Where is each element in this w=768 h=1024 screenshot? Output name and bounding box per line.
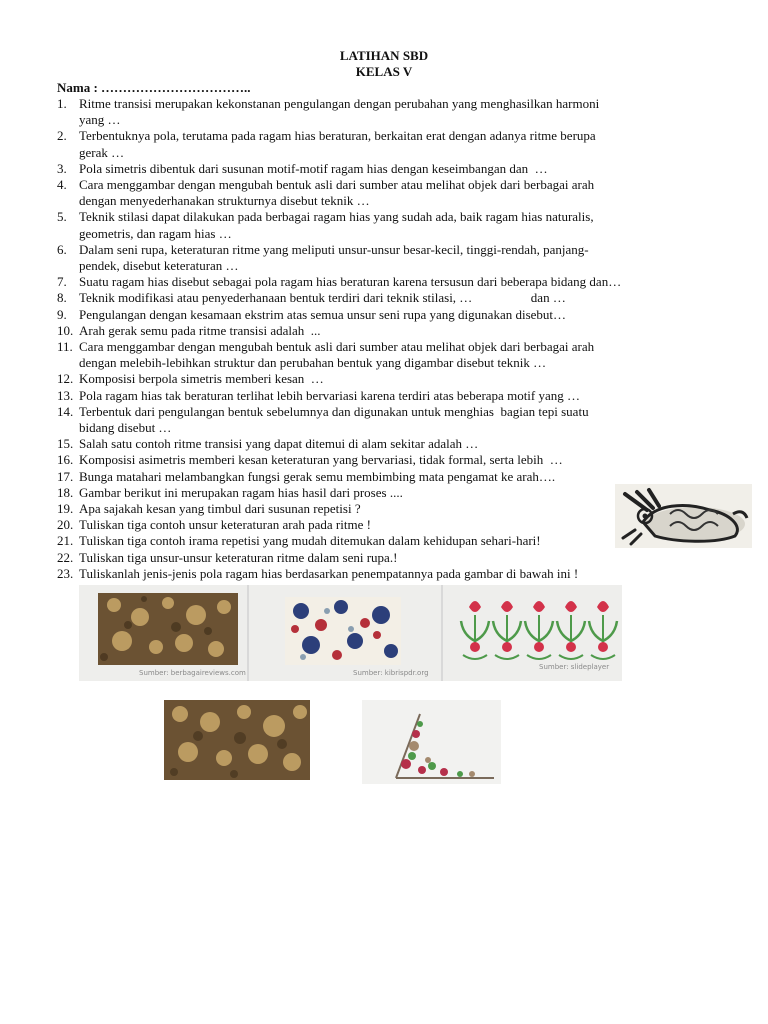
question-item: 20. Tuliskan tiga contoh unsur keteraturan arah pada ritme ! xyxy=(57,517,371,533)
worksheet-class: KELAS V xyxy=(355,64,413,79)
question-item: 18. Gambar berikut ini merupakan ragam hias hasil dari proses .... xyxy=(57,484,403,500)
question-item: 10. Arah gerak semu pada ritme transisi adalah ... xyxy=(57,322,321,338)
question-item: 7. Suatu ragam hias disebut sebagai pola ragam hias beraturan karena tersusun dari beberapa bidang dan… xyxy=(57,274,622,290)
panel-divider xyxy=(247,585,249,681)
question-item: 22. Tuliskan tiga unsur-unsur keteraturan ritme dalam seni rupa.! xyxy=(57,549,398,565)
question-item: 5. Teknik stilasi dapat dilakukan pada berbagai ragam hias yang sudah ada, baik ragam hias naturalis, geometris, dan ragam hias … xyxy=(57,209,594,241)
question-item: 11. Cara menggambar dengan mengubah bentuk asli dari sumber atau melihat objek dari berbagai arah dengan melebih-lebihkan struktur dan perubahan bentuk yang digambar disebut teknik … xyxy=(57,339,595,371)
question-item: 21. Tuliskan tiga contoh irama repetisi yang mudah ditemukan dalam kehidupan sehari-hari! xyxy=(57,533,541,549)
panel-divider xyxy=(441,585,443,681)
question-item: 16. Komposisi asimetris memberi kesan keteraturan yang bervariasi, tidak formal, serta lebih … xyxy=(57,452,563,468)
question-item: 1. Ritme transisi merupakan kekonstanan pengulangan dengan perubahan yang menghasilkan harmoni yang … xyxy=(57,96,600,128)
question-item: 3. Pola simetris dibentuk dari susunan motif-motif ragam hias dengan keseimbangan dan … xyxy=(57,160,548,176)
ornament-pattern-strip xyxy=(79,585,622,681)
image-source-caption: Sumber: berbagaireviews.com xyxy=(139,669,246,677)
question-item: 23. Tuliskanlah jenis-jenis pola ragam hias berdasarkan penempatannya pada gambar di bawah ini ! xyxy=(57,565,579,581)
question-item: 15. Salah satu contoh ritme transisi yang dapat ditemui di alam sekitar adalah … xyxy=(57,436,479,452)
image-source-caption: Sumber: slideplayer xyxy=(539,663,610,671)
question-item: 9. Pengulangan dengan kesamaan ekstrim atas semua unsur seni rupa yang digunakan disebut… xyxy=(57,306,567,322)
question-item: 2. Terbentuknya pola, terutama pada ragam hias beraturan, berkaitan erat dengan adanya ritme berupa gerak … xyxy=(57,128,596,160)
floral-batik-pattern-image xyxy=(251,585,439,681)
question-item: 13. Pola ragam hias tak beraturan terlihat lebih bervariasi karena terdiri atas beberapa motif yang … xyxy=(57,387,581,403)
question-item: 6. Dalam seni rupa, keteraturan ritme yang meliputi unsur-unsur besar-kecil, tinggi-rendah, panjang- pendek, disebut keteraturan … xyxy=(57,241,589,274)
question-item: 12. Komposisi berpola simetris memberi kesan … xyxy=(57,371,324,387)
question-item: 17. Bunga matahari melambangkan fungsi gerak semu membimbing mata pengamat ke arah…. xyxy=(57,468,556,484)
question-item: 14. Terbentuk dari pengulangan bentuk sebelumnya dan digunakan untuk menghias bagian tepi suatu bidang disebut … xyxy=(57,403,589,436)
name-field-label: Nama : …………………………….. xyxy=(57,80,251,95)
irregular-batik-pattern-image xyxy=(84,585,246,681)
worksheet-title: LATIHAN SBD xyxy=(339,48,429,63)
corner-floral-ornament-image xyxy=(362,700,501,784)
batik-pattern-image xyxy=(164,700,310,780)
image-source-caption: Sumber: kibrispdr.org xyxy=(353,669,429,677)
stylized-animal-ornament-image xyxy=(615,484,752,548)
question-item: 8. Teknik modifikasi atau penyederhanaan bentuk terdiri dari teknik stilasi, … dan … xyxy=(57,290,566,306)
question-item: 19. Apa sajakah kesan yang timbul dari susunan repetisi ? xyxy=(57,501,361,517)
question-item: 4. Cara menggambar dengan mengubah bentuk asli dari sumber atau melihat objek dari berbagai arah dengan menyederhanakan strukturnya disebut teknik … xyxy=(57,177,595,209)
